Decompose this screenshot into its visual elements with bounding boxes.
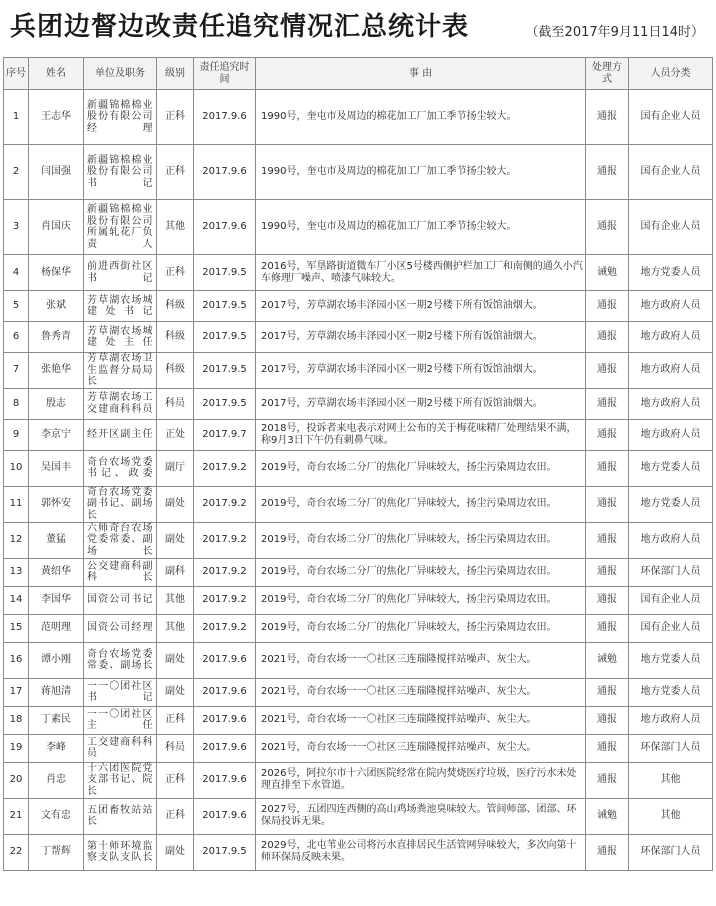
cell-no: 15: [4, 614, 29, 642]
cell-date: 2017.9.7: [194, 419, 256, 450]
cell-action: 通报: [586, 419, 629, 450]
cell-reason: 2017号，芳草湖农场丰泽园小区一期2号楼下所有饭馆油烟大。: [256, 322, 586, 353]
cell-category: 国有企业人员: [629, 145, 713, 200]
cell-action: 通报: [586, 834, 629, 870]
cell-name: 蒋旭清: [29, 678, 84, 706]
cell-category: 地方党委人员: [629, 486, 713, 522]
cell-reason: 2017号，芳草湖农场丰泽园小区一期2号楼下所有饭馆油烟大。: [256, 291, 586, 322]
header-action: 处理方式: [586, 58, 629, 90]
cell-unit: 国资公司书记: [84, 586, 157, 614]
cell-no: 7: [4, 353, 29, 389]
cell-action: 通报: [586, 486, 629, 522]
cell-no: 9: [4, 419, 29, 450]
table-row: [4, 291, 713, 322]
cell-no: 4: [4, 255, 29, 291]
cell-date: 2017.9.6: [194, 200, 256, 255]
cell-date: 2017.9.6: [194, 706, 256, 734]
cell-date: 2017.9.6: [194, 798, 256, 834]
cell-reason: 2021号，奇台农场一一〇社区三连瑞隆搅拌站噪声、灰尘大。: [256, 678, 586, 706]
table-row: [4, 614, 713, 642]
cell-action: 通报: [586, 90, 629, 145]
cell-no: 3: [4, 200, 29, 255]
cell-reason: 1990号，奎屯市及周边的棉花加工厂加工季节扬尘较大。: [256, 200, 586, 255]
cell-level: 其他: [157, 200, 194, 255]
table-row: [4, 353, 713, 389]
cell-date: 2017.9.6: [194, 734, 256, 762]
cell-date: 2017.9.2: [194, 558, 256, 586]
cell-unit: 奇台农场党委书记、政委: [84, 450, 157, 486]
cell-level: 科级: [157, 353, 194, 389]
cell-unit: 芳草湖农场卫生监督分局局长: [84, 353, 157, 389]
cell-unit: 五团畜牧站站长: [84, 798, 157, 834]
header-unit: 单位及职务: [84, 58, 157, 90]
cell-category: 其他: [629, 798, 713, 834]
table-row: [4, 762, 713, 798]
cell-action: 通报: [586, 353, 629, 389]
cell-level: 正科: [157, 762, 194, 798]
cell-action: 通报: [586, 614, 629, 642]
cell-level: 科级: [157, 322, 194, 353]
cell-name: 李京宁: [29, 419, 84, 450]
cell-unit: 一一〇团社区书记: [84, 678, 157, 706]
cell-reason: 2021号，奇台农场一一〇社区三连瑞隆搅拌站噪声、灰尘大。: [256, 706, 586, 734]
cell-date: 2017.9.5: [194, 322, 256, 353]
cell-no: 2: [4, 145, 29, 200]
table-row: [4, 734, 713, 762]
cell-reason: 2026号，阿拉尔市十六团医院经常在院内焚烧医疗垃圾，医疗污水未处理直排至下水管道。: [256, 762, 586, 798]
cell-action: 通报: [586, 586, 629, 614]
cell-reason: 2019号，奇台农场二分厂的焦化厂异味较大，扬尘污染周边农田。: [256, 586, 586, 614]
cell-no: 19: [4, 734, 29, 762]
cell-action: 通报: [586, 734, 629, 762]
cell-unit: 国资公司经理: [84, 614, 157, 642]
cell-reason: 2021号，奇台农场一一〇社区三连瑞隆搅拌站噪声、灰尘大。: [256, 642, 586, 678]
cell-date: 2017.9.6: [194, 642, 256, 678]
cell-category: 地方政府人员: [629, 706, 713, 734]
cell-reason: 2029号，北屯苇业公司将污水直排居民生活管网异味较大，多次向第十师环保局反映未果。: [256, 834, 586, 870]
cell-reason: 2019号，奇台农场二分厂的焦化厂异味较大，扬尘污染周边农田。: [256, 614, 586, 642]
cell-date: 2017.9.6: [194, 90, 256, 145]
cell-action: 诫勉: [586, 255, 629, 291]
cell-name: 肖国庆: [29, 200, 84, 255]
table-row: [4, 419, 713, 450]
cell-category: 地方党委人员: [629, 255, 713, 291]
header-date: 责任追究时间: [194, 58, 256, 90]
cell-no: 14: [4, 586, 29, 614]
cell-no: 12: [4, 522, 29, 558]
cell-level: 其他: [157, 614, 194, 642]
page-title: 兵团边督边改责任追究情况汇总统计表: [10, 12, 470, 42]
cell-category: 地方党委人员: [629, 642, 713, 678]
cell-level: 副处: [157, 522, 194, 558]
table-row: [4, 145, 713, 200]
cell-level: 副处: [157, 486, 194, 522]
cell-name: 文有忠: [29, 798, 84, 834]
cell-no: 5: [4, 291, 29, 322]
table-row: [4, 706, 713, 734]
table-row: [4, 586, 713, 614]
cell-unit: 前进西街社区书记: [84, 255, 157, 291]
cell-unit: 十六团医院党支部书记、院长: [84, 762, 157, 798]
table-body: [4, 90, 713, 871]
cell-name: 谭小刚: [29, 642, 84, 678]
header-reason: 事 由: [256, 58, 586, 90]
table-row: [4, 322, 713, 353]
cell-reason: 2019号，奇台农场二分厂的焦化厂异味较大，扬尘污染周边农田。: [256, 486, 586, 522]
table-row: [4, 558, 713, 586]
cell-category: 地方党委人员: [629, 678, 713, 706]
cell-level: 正科: [157, 798, 194, 834]
cell-level: 正科: [157, 90, 194, 145]
table-row: [4, 486, 713, 522]
cell-level: 正科: [157, 145, 194, 200]
cell-action: 诫勉: [586, 798, 629, 834]
cell-name: 范明理: [29, 614, 84, 642]
cell-reason: 1990号，奎屯市及周边的棉花加工厂加工季节扬尘较大。: [256, 90, 586, 145]
cell-name: 王志华: [29, 90, 84, 145]
cell-date: 2017.9.6: [194, 762, 256, 798]
cell-no: 1: [4, 90, 29, 145]
cell-level: 正科: [157, 255, 194, 291]
cell-no: 11: [4, 486, 29, 522]
cell-category: 环保部门人员: [629, 558, 713, 586]
table-row: [4, 200, 713, 255]
cell-level: 正处: [157, 419, 194, 450]
cell-unit: 芳草湖农场工交建商科科员: [84, 388, 157, 419]
cell-name: 殷志: [29, 388, 84, 419]
cell-level: 副处: [157, 834, 194, 870]
cell-name: 张斌: [29, 291, 84, 322]
cell-action: 通报: [586, 558, 629, 586]
cell-action: 通报: [586, 762, 629, 798]
cell-reason: 2027号，五团四连西侧的高山鸡场粪池臭味较大。管间师部、团部、环保局投诉无果。: [256, 798, 586, 834]
cell-unit: 工交建商科科员: [84, 734, 157, 762]
cell-action: 通报: [586, 291, 629, 322]
cell-reason: 2019号，奇台农场二分厂的焦化厂异味较大，扬尘污染周边农田。: [256, 450, 586, 486]
cell-no: 21: [4, 798, 29, 834]
cell-action: 通报: [586, 522, 629, 558]
cell-name: 李国华: [29, 586, 84, 614]
cell-category: 地方政府人员: [629, 419, 713, 450]
cell-name: 丁素民: [29, 706, 84, 734]
cell-category: 地方政府人员: [629, 291, 713, 322]
cell-no: 6: [4, 322, 29, 353]
cell-category: 地方政府人员: [629, 388, 713, 419]
table-row: [4, 522, 713, 558]
cell-action: 诫勉: [586, 642, 629, 678]
cell-name: 张艳华: [29, 353, 84, 389]
cell-level: 科员: [157, 734, 194, 762]
cell-level: 副处: [157, 678, 194, 706]
cell-reason: 2017号，芳草湖农场丰泽园小区一期2号楼下所有饭馆油烟大。: [256, 353, 586, 389]
title-bar: [0, 0, 716, 52]
cell-name: 李峰: [29, 734, 84, 762]
cell-unit: 新疆锦棉棉业股份有限公司书记: [84, 145, 157, 200]
cell-no: 22: [4, 834, 29, 870]
cell-date: 2017.9.5: [194, 291, 256, 322]
cell-date: 2017.9.2: [194, 522, 256, 558]
cell-reason: 2016号，军垦路街道微车厂小区5号楼西侧护栏加工厂和南侧的通久小汽车修理厂噪声、喷漆气味较大。: [256, 255, 586, 291]
cell-date: 2017.9.5: [194, 353, 256, 389]
cell-no: 16: [4, 642, 29, 678]
cell-unit: 公交建商科副科长: [84, 558, 157, 586]
table-row: [4, 798, 713, 834]
cell-category: 国有企业人员: [629, 200, 713, 255]
cell-category: 国有企业人员: [629, 614, 713, 642]
cell-reason: 2021号，奇台农场一一〇社区三连瑞隆搅拌站噪声、灰尘大。: [256, 734, 586, 762]
cell-unit: 奇台农场党委副书记、副场长: [84, 486, 157, 522]
cell-level: 其他: [157, 586, 194, 614]
cell-action: 通报: [586, 678, 629, 706]
cell-date: 2017.9.5: [194, 834, 256, 870]
cell-level: 副处: [157, 642, 194, 678]
cell-unit: 经开区副主任: [84, 419, 157, 450]
accountability-table: [3, 57, 713, 871]
cell-reason: 2017号，芳草湖农场丰泽园小区一期2号楼下所有饭馆油烟大。: [256, 388, 586, 419]
cell-reason: 2019号，奇台农场二分厂的焦化厂异味较大，扬尘污染周边农田。: [256, 522, 586, 558]
cell-category: 环保部门人员: [629, 734, 713, 762]
cell-date: 2017.9.2: [194, 486, 256, 522]
cell-name: 鲁秀青: [29, 322, 84, 353]
cell-category: 地方政府人员: [629, 522, 713, 558]
cell-name: 吴国丰: [29, 450, 84, 486]
cell-date: 2017.9.6: [194, 145, 256, 200]
cell-date: 2017.9.2: [194, 450, 256, 486]
cell-level: 副科: [157, 558, 194, 586]
cell-date: 2017.9.6: [194, 678, 256, 706]
table-row: [4, 834, 713, 870]
cell-date: 2017.9.2: [194, 586, 256, 614]
cell-reason: 2018号，投诉者来电表示对网上公布的关于梅花味精厂处理结果不满，称9月3日下午仍有刺鼻气味。: [256, 419, 586, 450]
cell-category: 地方政府人员: [629, 353, 713, 389]
table-row: [4, 388, 713, 419]
cell-no: 17: [4, 678, 29, 706]
cell-unit: 六师奇台农场党委常委、副场长: [84, 522, 157, 558]
cell-no: 20: [4, 762, 29, 798]
cell-name: 闫国强: [29, 145, 84, 200]
cell-date: 2017.9.5: [194, 255, 256, 291]
header-name: 姓名: [29, 58, 84, 90]
table-row: [4, 450, 713, 486]
cell-unit: 新疆锦棉棉业股份有限公司经理: [84, 90, 157, 145]
table-row: [4, 678, 713, 706]
cell-level: 正科: [157, 706, 194, 734]
cell-name: 郭怀安: [29, 486, 84, 522]
cell-category: 其他: [629, 762, 713, 798]
cell-no: 13: [4, 558, 29, 586]
cell-category: 国有企业人员: [629, 586, 713, 614]
table-row: [4, 90, 713, 145]
cell-unit: 奇台农场党委常委、副场长: [84, 642, 157, 678]
cell-unit: 第十师环境监察支队支队长: [84, 834, 157, 870]
header-level: 级别: [157, 58, 194, 90]
cell-date: 2017.9.2: [194, 614, 256, 642]
cell-action: 通报: [586, 200, 629, 255]
header-no: 序号: [4, 58, 29, 90]
cell-action: 通报: [586, 322, 629, 353]
cell-level: 科员: [157, 388, 194, 419]
cell-category: 地方党委人员: [629, 450, 713, 486]
cell-action: 通报: [586, 706, 629, 734]
cell-unit: 芳草湖农场城建处主任: [84, 322, 157, 353]
table-row: [4, 642, 713, 678]
header-category: 人员分类: [629, 58, 713, 90]
cell-name: 肖忠: [29, 762, 84, 798]
cell-level: 副厅: [157, 450, 194, 486]
cell-level: 科级: [157, 291, 194, 322]
cell-category: 地方政府人员: [629, 322, 713, 353]
cell-category: 国有企业人员: [629, 90, 713, 145]
cell-no: 18: [4, 706, 29, 734]
cell-date: 2017.9.5: [194, 388, 256, 419]
cell-action: 通报: [586, 450, 629, 486]
page-subtitle: （截至2017年9月11日14时）: [525, 25, 704, 40]
cell-reason: 2019号，奇台农场二分厂的焦化厂异味较大，扬尘污染周边农田。: [256, 558, 586, 586]
cell-unit: 芳草湖农场城建处书记: [84, 291, 157, 322]
cell-reason: 1990号，奎屯市及周边的棉花加工厂加工季节扬尘较大。: [256, 145, 586, 200]
table-row: [4, 255, 713, 291]
cell-no: 8: [4, 388, 29, 419]
cell-name: 黄绍华: [29, 558, 84, 586]
cell-action: 通报: [586, 388, 629, 419]
cell-name: 董猛: [29, 522, 84, 558]
cell-unit: 一一〇团社区主任: [84, 706, 157, 734]
cell-no: 10: [4, 450, 29, 486]
cell-unit: 新疆锦棉棉业股份有限公司所属轧花厂负责人: [84, 200, 157, 255]
table-header-row: [4, 58, 713, 90]
cell-name: 杨保华: [29, 255, 84, 291]
cell-category: 环保部门人员: [629, 834, 713, 870]
cell-action: 通报: [586, 145, 629, 200]
cell-name: 丁帮辉: [29, 834, 84, 870]
